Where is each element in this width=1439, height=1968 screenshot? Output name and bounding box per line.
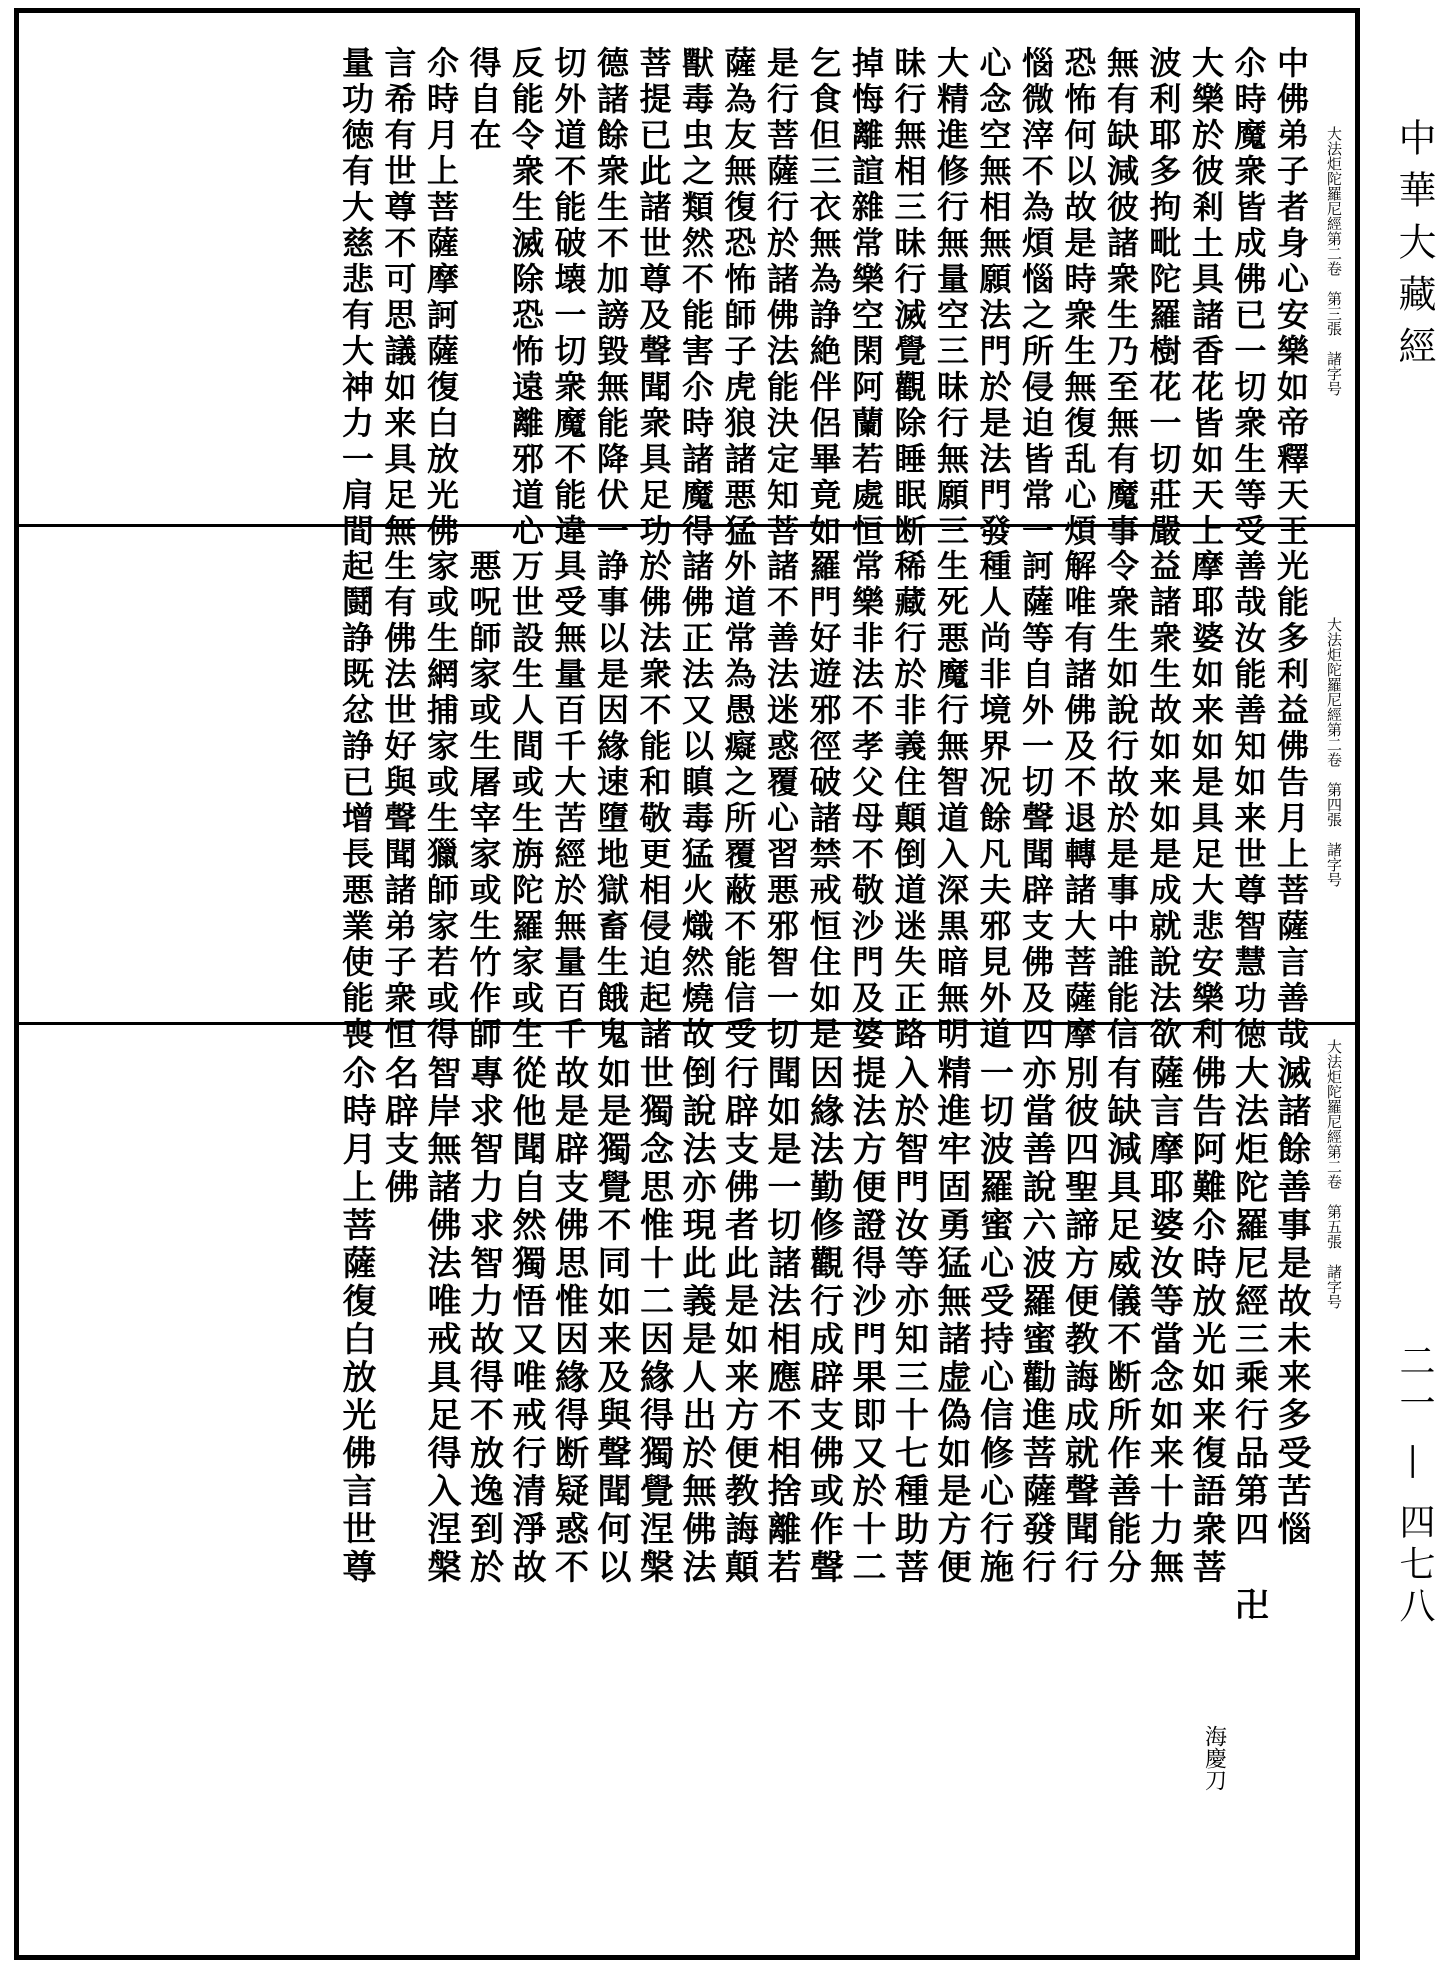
- text-column: 聞如是一切諸法相應不相捨離若: [761, 1055, 801, 1587]
- panel-top: [14, 16, 1360, 550]
- text-column: 起鬪諍既忿諍已增長悪業使能喪: [337, 549, 375, 1053]
- text-column: 別彼四聖諦方便教誨成就聲聞行: [1058, 1055, 1099, 1587]
- panel-header: 大法炬陀羅尼經第二卷 第五張 諸字号: [1325, 1039, 1343, 1309]
- text-column: 反能令衆生滅除恐怖遠離邪道心: [507, 46, 545, 550]
- text-column: 提法方便證得沙門果即又於十二: [846, 1055, 886, 1587]
- text-column: 掉悔離諠雜常樂空閑阿蘭若處恒: [847, 46, 885, 550]
- text-column: 生死悪魔行無智道入深黒暗無明: [932, 549, 970, 1053]
- text-column: 名辟支佛: [378, 1055, 419, 1207]
- panel-header: 大法炬陀羅尼經第二卷 第三張 諸字号: [1325, 126, 1343, 396]
- text-column: 家或生網捕家或生獵師家若或得: [422, 549, 460, 1053]
- text-column: 具受無量百千大苦經於無量百千: [549, 549, 588, 1053]
- text-column: 入於智門汝等亦知三十七種助菩: [888, 1055, 929, 1587]
- panel-bottom: [14, 1025, 1360, 1952]
- text-column: 尒時月上菩薩復白放光佛言世尊: [336, 1055, 376, 1587]
- text-column: 倒說法亦現此義是人出於無佛法: [676, 1055, 716, 1587]
- text-column: 專求智力求智力故得不放逸到於: [463, 1055, 504, 1587]
- text-column: 種人尚非境界况餘凡夫邪見外道: [974, 549, 1013, 1053]
- text-column: 行辟支佛者此是如来方便教誨顛: [718, 1055, 759, 1587]
- text-column: 切外道不能破壊一切衆魔不能違: [549, 46, 588, 550]
- text-column: 菩提已此諸世尊及聲聞衆具足功: [634, 46, 673, 550]
- text-column: 言希有世尊不可思議如来具足無: [379, 46, 418, 550]
- text-column: 世獨念思惟十二因緣得獨覺涅槃: [633, 1055, 674, 1587]
- text-column: 益諸衆生故如来如是成就說法欲: [1144, 549, 1183, 1053]
- text-column: 亦當善說六波羅蜜勸進菩薩發行: [1016, 1055, 1056, 1587]
- text-column: 得自在: [464, 46, 503, 154]
- page-number: 二一 — 四七八: [1394, 1342, 1435, 1629]
- collection-title: 中華大藏經: [1392, 118, 1436, 378]
- text-column: 量功徳有大慈悲有大神力一肩間: [337, 46, 375, 550]
- text-column: 羅門好遊邪徑破諸禁戒恒住如是: [804, 549, 843, 1053]
- text-column: 解唯有諸佛及不退轉諸大菩薩摩: [1059, 549, 1098, 1053]
- text-column: 精進牢固勇猛無諸虚偽如是方便: [931, 1055, 971, 1587]
- text-column: 薩為友無復恐怖師子虎狼諸悪猛: [719, 46, 758, 550]
- text-column: 諍事以是因緣速墮地獄畜生餓鬼: [592, 549, 630, 1053]
- text-column: 波利耶多拘毗陀羅樹花一切莊嚴: [1144, 46, 1183, 550]
- text-column: 大法炬陀羅尼經三乘行品第四 卍: [1228, 1055, 1269, 1625]
- text-column: 從他聞自然獨悟又唯戒行清淨故: [506, 1055, 546, 1587]
- text-column: 恐怖何以故是時衆生無復乱心煩: [1059, 46, 1098, 550]
- text-column: 諸不善法迷惑覆心習悪邪智一切: [762, 549, 800, 1053]
- text-column: 是行菩薩行於諸佛法能決定知菩: [762, 46, 800, 550]
- text-column: 獸毒虫之類然不能害尒時諸魔得: [677, 46, 715, 550]
- text-column: 昧行無相三昧行滅覺觀除睡眠断: [889, 46, 928, 550]
- text-column: 心念空無相無願法門於是法門發: [974, 46, 1013, 550]
- text-column: 尒時魔衆皆成佛已一切衆生等受: [1229, 46, 1268, 550]
- text-column: 滅諸餘善事是故未来多受苦惱: [1271, 1055, 1311, 1549]
- panel-header: 大法炬陀羅尼經第二卷 第四張 諸字号: [1325, 617, 1343, 887]
- text-column: 常樂非法不孝父母不敬沙門及婆: [847, 549, 885, 1053]
- text-column: 中佛弟子者身心安樂如帝釋天王: [1272, 46, 1310, 550]
- text-column: 尒時月上菩薩摩訶薩復白放光佛: [422, 46, 460, 550]
- engraver-mark: 海慶刀: [1201, 1725, 1227, 1791]
- text-column: 令衆生如說行故於是事中誰能信: [1102, 549, 1140, 1053]
- text-column: 無有缺減彼諸衆生乃至無有魔事: [1102, 46, 1140, 550]
- text-column: 如是獨覺不同如来及與聲聞何以: [591, 1055, 631, 1587]
- text-column: 因緣法勤修觀行成辟支佛或作聲: [803, 1055, 844, 1587]
- text-column: 摩耶婆如来如是具足大悲安樂利: [1187, 549, 1225, 1053]
- text-column: 悪呪師家或生屠宰家或生竹作師: [464, 549, 503, 1053]
- text-column: 乞食但三衣無為諍絶伴侶畢竟如: [804, 46, 843, 550]
- text-column: 外道常為愚癡之所覆蔽不能信受: [719, 549, 758, 1053]
- text-column: 大樂於彼剎土具諸香花皆如天上: [1187, 46, 1225, 550]
- text-column: 於佛法衆不能和敬更相侵迫起諸: [634, 549, 673, 1053]
- text-column: 大精進修行無量空三昧行無願三: [932, 46, 970, 550]
- text-column: 生有佛法世好與聲聞諸弟子衆恒: [379, 549, 418, 1053]
- panel-middle: [14, 527, 1360, 1053]
- text-column: 故是辟支佛思惟因緣得断疑惑不: [548, 1055, 589, 1587]
- text-column: 万世設生人間或生旃陀羅家或生: [507, 549, 545, 1053]
- text-column: 光能多利益佛告月上菩薩言善哉: [1272, 549, 1310, 1053]
- text-column: 薩言摩耶婆汝等當念如来十力無: [1143, 1055, 1184, 1587]
- text-column: 善哉汝能善知如来世尊智慧功徳: [1229, 549, 1268, 1053]
- text-column: 佛告阿難尒時放光如来復語衆菩: [1186, 1055, 1226, 1587]
- text-column: 一切波羅蜜心受持心信修心行施: [973, 1055, 1014, 1587]
- text-column: 有缺減具足威儀不断所作善能分: [1101, 1055, 1141, 1587]
- text-column: 智岸無諸佛法唯戒具足得入涅槃: [421, 1055, 461, 1587]
- text-column: 惱微滓不為煩惱之所侵迫皆常一: [1017, 46, 1055, 550]
- text-column: 稀藏行於非義住顛倒道迷失正路: [889, 549, 928, 1053]
- text-column: 諸佛正法又以瞋毒猛火熾然燒故: [677, 549, 715, 1053]
- text-column: 德諸餘衆生不加謗毀無能降伏一: [592, 46, 630, 550]
- text-column: 訶薩等自外一切聲聞辟支佛及四: [1017, 549, 1055, 1053]
